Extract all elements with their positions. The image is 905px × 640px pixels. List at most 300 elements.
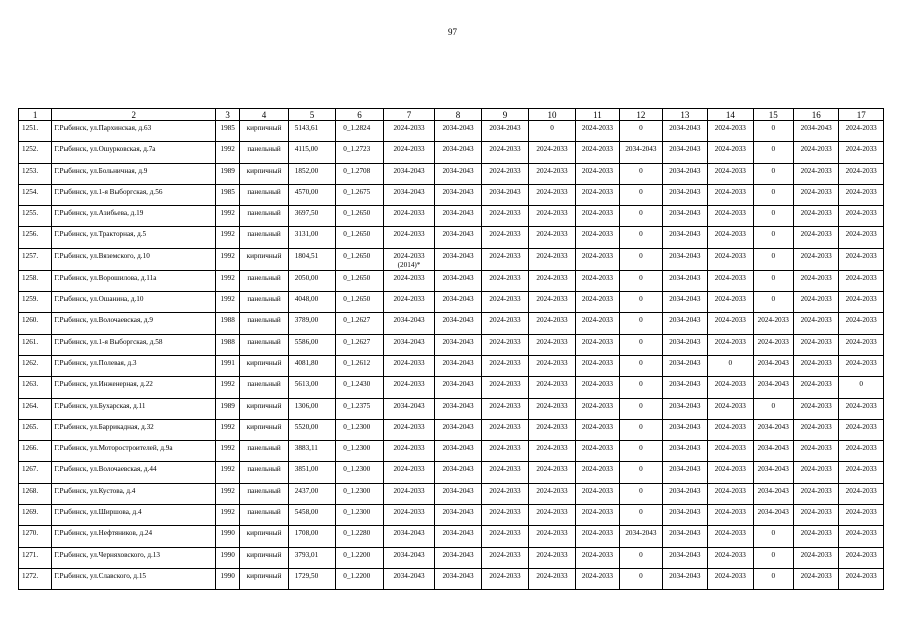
table-cell-col-6: 0_1.2650 [336,206,383,227]
table-cell-col-7: 2034-2043 [383,398,435,419]
table-cell-col-4: кирпичный [240,419,289,440]
table-cell-col-4: панельный [240,227,289,248]
table-cell-col-10: 2024-2033 [529,292,575,313]
table-cell-col-16: 2024-2033 [793,184,838,205]
table-cell-col-12: 0 [620,248,662,270]
table-cell-col-3: 1989 [216,398,240,419]
table-cell-col-7: 2024-2033 [383,505,435,526]
table-row [19,377,884,398]
table-cell-col-5: 4570,00 [288,184,335,205]
table-cell-col-4: панельный [240,142,289,163]
table-cell-col-7: 2034-2043 [383,547,435,568]
table-cell-col-10: 2024-2033 [529,142,575,163]
table-cell-col-4: панельный [240,270,289,291]
table-cell-col-8: 2034-2043 [435,184,481,205]
table-cell-col-1: 1264. [19,398,52,419]
table-cell-col-7: 2024-2033 [383,377,435,398]
table-cell-col-9: 2034-2043 [481,184,528,205]
table-row [19,505,884,526]
table-cell-col-17: 2024-2033 [839,334,884,355]
table-cell-col-11: 2024-2033 [575,163,619,184]
table-cell-col-2: Г.Рыбинск, ул.1-я Выборгская, д.56 [52,184,216,205]
table-cell-col-13: 2034-2043 [662,419,707,440]
table-cell-col-9: 2024-2033 [481,163,528,184]
table-cell-col-1: 1257. [19,248,52,270]
table-cell-col-13: 2034-2043 [662,377,707,398]
table-cell-col-15: 0 [753,398,793,419]
table-cell-col-6: 0_1.2650 [336,227,383,248]
table-cell-col-8: 2034-2043 [435,292,481,313]
table-cell-col-11: 2024-2033 [575,526,619,547]
table-cell-col-6: 0_1.2650 [336,248,383,270]
table-cell-col-12: 0 [620,568,662,589]
table-cell-col-7: 2024-2033 [383,227,435,248]
table-row [19,334,884,355]
table-cell-col-3: 1992 [216,505,240,526]
table-cell-col-10: 2024-2033 [529,355,575,376]
table-cell-col-15: 0 [753,163,793,184]
table-cell-col-17: 2024-2033 [839,206,884,227]
table-cell-col-6: 0_1.2824 [336,121,383,142]
table-cell-col-7: 2024-2033 [383,121,435,142]
table-cell-col-1: 1252. [19,142,52,163]
table-cell-col-17: 2024-2033 [839,355,884,376]
table-cell-col-1: 1251. [19,121,52,142]
table-cell-col-14: 2024-2033 [708,568,753,589]
table-cell-col-2: Г.Рыбинск, ул.Черняховского, д.13 [52,547,216,568]
table-cell-col-14: 2024-2033 [708,163,753,184]
table-cell-col-9: 2024-2033 [481,206,528,227]
table-cell-col-16: 2024-2033 [793,313,838,334]
table-cell-col-8: 2034-2043 [435,270,481,291]
table-cell-col-15: 0 [753,206,793,227]
table-cell-col-9: 2024-2033 [481,483,528,504]
table-cell-col-1: 1272. [19,568,52,589]
table-cell-col-6: 0_1.2300 [336,462,383,483]
table-cell-col-13: 2034-2043 [662,142,707,163]
table-cell-col-11: 2024-2033 [575,206,619,227]
table-cell-col-11: 2024-2033 [575,248,619,270]
table-cell-col-3: 1992 [216,206,240,227]
table-cell-col-12: 0 [620,206,662,227]
table-cell-col-14: 2024-2033 [708,505,753,526]
table-cell-col-17: 2024-2033 [839,270,884,291]
table-cell-col-16: 2024-2033 [793,568,838,589]
table-cell-col-13: 2034-2043 [662,483,707,504]
table-cell-col-1: 1263. [19,377,52,398]
table-cell-col-13: 2034-2043 [662,292,707,313]
table-cell-col-5: 3131,00 [288,227,335,248]
table-cell-col-8: 2034-2043 [435,313,481,334]
table-cell-col-2: Г.Рыбинск, ул.Волочаевская, д.9 [52,313,216,334]
table-cell-col-13: 2034-2043 [662,206,707,227]
table-cell-col-17: 2024-2033 [839,547,884,568]
table-row [19,398,884,419]
table-cell-col-11: 2024-2033 [575,334,619,355]
table-cell-col-8: 2034-2043 [435,121,481,142]
table-cell-col-7: 2024-2033 [383,292,435,313]
table-cell-col-5: 5586,00 [288,334,335,355]
table-cell-col-4: кирпичный [240,526,289,547]
column-header-4: 4 [240,109,289,121]
table-cell-col-9: 2024-2033 [481,292,528,313]
table-cell-col-5: 3851,00 [288,462,335,483]
table-cell-col-7: 2024-2033 [383,206,435,227]
table-cell-col-16: 2024-2033 [793,292,838,313]
table-cell-col-17: 2024-2033 [839,483,884,504]
table-cell-col-13: 2034-2043 [662,355,707,376]
table-cell-col-6: 0_1.2280 [336,526,383,547]
table-cell-col-14: 2024-2033 [708,419,753,440]
table-cell-col-1: 1259. [19,292,52,313]
table-cell-col-16: 2024-2033 [793,441,838,462]
table-cell-col-5: 4081,80 [288,355,335,376]
table-cell-col-2: Г.Рыбинск, ул.1-я Выборгская, д.58 [52,334,216,355]
table-cell-col-15: 2034-2043 [753,505,793,526]
table-cell-col-3: 1985 [216,184,240,205]
table-cell-col-7: 2024-2033 [383,270,435,291]
table-cell-col-16: 2024-2033 [793,355,838,376]
table-cell-col-8: 2034-2043 [435,419,481,440]
table-cell-col-15: 2034-2043 [753,419,793,440]
table-cell-col-12: 0 [620,547,662,568]
table-cell-col-5: 1729,50 [288,568,335,589]
table-cell-col-10: 2024-2033 [529,313,575,334]
table-cell-col-1: 1260. [19,313,52,334]
table-cell-col-4: панельный [240,462,289,483]
table-cell-col-5: 3883,11 [288,441,335,462]
table-row [19,163,884,184]
table-cell-col-17: 2024-2033 [839,142,884,163]
table-cell-col-13: 2034-2043 [662,163,707,184]
table-cell-col-10: 2024-2033 [529,398,575,419]
table-cell-col-8: 2034-2043 [435,227,481,248]
table-cell-col-9: 2024-2033 [481,142,528,163]
table-cell-col-16: 2024-2033 [793,142,838,163]
table-cell-col-9: 2034-2043 [481,121,528,142]
table-cell-col-7: 2024-2033 [383,419,435,440]
table-cell-col-14: 2024-2033 [708,398,753,419]
table-row [19,248,884,270]
table-cell-col-6: 0_1.2430 [336,377,383,398]
column-header-9: 9 [481,109,528,121]
table-cell-col-12: 0 [620,505,662,526]
column-header-6: 6 [336,109,383,121]
table-cell-col-4: панельный [240,505,289,526]
table-cell-col-4: панельный [240,334,289,355]
table-cell-col-12: 0 [620,419,662,440]
table-cell-col-12: 2034-2043 [620,142,662,163]
table-cell-col-16: 2024-2033 [793,248,838,270]
table-cell-col-9: 2024-2033 [481,547,528,568]
table-cell-col-9: 2024-2033 [481,377,528,398]
table-cell-col-12: 0 [620,355,662,376]
table-cell-col-3: 1992 [216,227,240,248]
table-cell-col-12: 0 [620,462,662,483]
table-cell-col-2: Г.Рыбинск, ул.Ширшова, д.4 [52,505,216,526]
table-cell-col-14: 2024-2033 [708,377,753,398]
table-cell-col-17: 2024-2033 [839,568,884,589]
table-cell-col-15: 0 [753,248,793,270]
table-cell-col-4: панельный [240,184,289,205]
column-header-5: 5 [288,109,335,121]
table-cell-col-13: 2034-2043 [662,568,707,589]
table-cell-col-1: 1262. [19,355,52,376]
table-cell-col-1: 1269. [19,505,52,526]
table-cell-col-10: 0 [529,121,575,142]
table-cell-col-13: 2034-2043 [662,547,707,568]
table-cell-col-14: 2024-2033 [708,483,753,504]
table-cell-col-8: 2034-2043 [435,568,481,589]
table-cell-col-9: 2024-2033 [481,568,528,589]
table-cell-col-10: 2024-2033 [529,483,575,504]
table-cell-col-7: 2034-2043 [383,313,435,334]
table-cell-col-1: 1255. [19,206,52,227]
table-cell-col-9: 2024-2033 [481,313,528,334]
table-cell-col-6: 0_1.2300 [336,505,383,526]
header-row [19,109,884,121]
table-cell-col-14: 2024-2033 [708,334,753,355]
table-cell-col-4: панельный [240,292,289,313]
table-cell-col-15: 0 [753,121,793,142]
table-cell-col-15: 2024-2033 [753,334,793,355]
table-cell-col-13: 2034-2043 [662,227,707,248]
table-cell-col-16: 2024-2033 [793,227,838,248]
table-cell-col-1: 1253. [19,163,52,184]
table-cell-col-2: Г.Рыбинск, ул.Бухарская, д.11 [52,398,216,419]
table-cell-col-14: 2024-2033 [708,462,753,483]
table-cell-col-4: кирпичный [240,121,289,142]
table-cell-col-16: 2024-2033 [793,398,838,419]
table-row [19,206,884,227]
table-cell-col-15: 2034-2043 [753,355,793,376]
table-cell-col-2: Г.Рыбинск, ул.Кустова, д.4 [52,483,216,504]
table-cell-col-8: 2034-2043 [435,398,481,419]
table-cell-col-10: 2024-2033 [529,184,575,205]
table-cell-col-1: 1268. [19,483,52,504]
table-cell-col-9: 2024-2033 [481,227,528,248]
table-cell-col-9: 2024-2033 [481,334,528,355]
table-cell-col-1: 1254. [19,184,52,205]
table-cell-col-3: 1989 [216,163,240,184]
table-cell-col-14: 2024-2033 [708,270,753,291]
table-cell-col-10: 2024-2033 [529,568,575,589]
table-cell-col-5: 1306,00 [288,398,335,419]
table-row [19,292,884,313]
table-cell-col-10: 2024-2033 [529,547,575,568]
table-cell-col-15: 0 [753,227,793,248]
table-cell-col-3: 1992 [216,270,240,291]
table-cell-col-12: 0 [620,441,662,462]
page-number: 97 [448,27,457,37]
table-cell-col-4: кирпичный [240,398,289,419]
table-row [19,227,884,248]
table-cell-col-2: Г.Рыбинск, ул.Славского, д.15 [52,568,216,589]
table-cell-col-17: 2024-2033 [839,462,884,483]
table-cell-col-13: 2034-2043 [662,462,707,483]
column-header-1: 1 [19,109,52,121]
table-cell-col-3: 1992 [216,441,240,462]
table-cell-col-5: 4048,00 [288,292,335,313]
table-cell-col-4: кирпичный [240,547,289,568]
table-cell-col-2: Г.Рыбинск, ул.Азибьева, д.19 [52,206,216,227]
table-cell-col-16: 2024-2033 [793,462,838,483]
table-cell-col-6: 0_1.2300 [336,419,383,440]
table-cell-col-6: 0_1.2708 [336,163,383,184]
table-cell-col-8: 2034-2043 [435,526,481,547]
table-cell-col-2: Г.Рыбинск, ул.Вяземского, д.10 [52,248,216,270]
table-cell-col-9: 2024-2033 [481,248,528,270]
table-cell-col-17: 2024-2033 [839,292,884,313]
table-cell-col-17: 2024-2033 [839,184,884,205]
table-cell-col-4: панельный [240,206,289,227]
table-cell-col-10: 2024-2033 [529,526,575,547]
table-cell-col-3: 1990 [216,568,240,589]
table-cell-col-14: 2024-2033 [708,547,753,568]
table-cell-col-8: 2034-2043 [435,441,481,462]
table-cell-col-10: 2024-2033 [529,441,575,462]
table-cell-col-17: 2024-2033 [839,121,884,142]
table-cell-col-5: 1852,00 [288,163,335,184]
table-cell-col-8: 2034-2043 [435,334,481,355]
table-cell-col-10: 2024-2033 [529,270,575,291]
table-cell-col-1: 1265. [19,419,52,440]
table-cell-col-11: 2024-2033 [575,292,619,313]
table-cell-col-3: 1985 [216,121,240,142]
table-cell-col-8: 2034-2043 [435,377,481,398]
table-cell-col-16: 2024-2033 [793,526,838,547]
table-cell-col-5: 5143,61 [288,121,335,142]
table-cell-col-11: 2024-2033 [575,121,619,142]
table-cell-col-6: 0_1.2627 [336,313,383,334]
table-cell-col-15: 0 [753,292,793,313]
table-row [19,142,884,163]
table-cell-col-17: 2024-2033 [839,163,884,184]
table-cell-col-2: Г.Рыбинск, ул.Больничная, д.9 [52,163,216,184]
table-cell-col-15: 2034-2043 [753,483,793,504]
table-cell-col-15: 2034-2043 [753,441,793,462]
table-cell-col-7: 2034-2043 [383,184,435,205]
column-header-14: 14 [708,109,753,121]
table-cell-col-13: 2034-2043 [662,121,707,142]
table-cell-col-16: 2024-2033 [793,270,838,291]
table-cell-col-10: 2024-2033 [529,206,575,227]
table-cell-col-15: 0 [753,547,793,568]
table-cell-col-11: 2024-2033 [575,227,619,248]
table-cell-col-6: 0_1.2627 [336,334,383,355]
table-cell-col-5: 1804,51 [288,248,335,270]
table-cell-col-7: 2024-2033 [383,142,435,163]
column-header-15: 15 [753,109,793,121]
table-cell-col-1: 1270. [19,526,52,547]
table-cell-col-15: 2034-2043 [753,462,793,483]
table-cell-col-6: 0_1.2723 [336,142,383,163]
table-cell-col-17: 0 [839,377,884,398]
table-cell-col-3: 1992 [216,377,240,398]
table-cell-col-14: 2024-2033 [708,121,753,142]
table-cell-col-10: 2024-2033 [529,419,575,440]
table-cell-col-3: 1988 [216,313,240,334]
table-cell-col-13: 2034-2043 [662,505,707,526]
table-cell-col-5: 5613,00 [288,377,335,398]
table-cell-col-6: 0_1.2200 [336,547,383,568]
table-cell-col-6: 0_1.2675 [336,184,383,205]
table-cell-col-14: 2024-2033 [708,526,753,547]
table-cell-col-3: 1990 [216,547,240,568]
table-cell-col-12: 0 [620,292,662,313]
table-cell-col-10: 2024-2033 [529,505,575,526]
table-cell-col-2: Г.Рыбинск, ул.Ворошилова, д.11а [52,270,216,291]
table-cell-col-14: 2024-2033 [708,248,753,270]
table-cell-col-12: 0 [620,270,662,291]
table-cell-col-16: 2024-2033 [793,547,838,568]
table-cell-col-7: 2034-2043 [383,334,435,355]
table-cell-col-14: 2024-2033 [708,227,753,248]
table-cell-col-6: 0_1.2375 [336,398,383,419]
table-cell-col-11: 2024-2033 [575,355,619,376]
table-cell-col-11: 2024-2033 [575,505,619,526]
table-cell-col-15: 2024-2033 [753,313,793,334]
table-cell-col-11: 2024-2033 [575,398,619,419]
table-cell-col-7: 2034-2043 [383,526,435,547]
table-cell-col-10: 2024-2033 [529,227,575,248]
table-cell-col-11: 2024-2033 [575,377,619,398]
table-row [19,568,884,589]
table-cell-col-4: кирпичный [240,248,289,270]
table-cell-col-2: Г.Рыбинск, ул.Полевая, д.3 [52,355,216,376]
table-cell-col-3: 1992 [216,248,240,270]
table-cell-col-7: 2024-2033 [383,462,435,483]
table-cell-col-6: 0_1.2650 [336,292,383,313]
table-row [19,419,884,440]
table-row [19,355,884,376]
table-cell-col-12: 0 [620,313,662,334]
table-cell-col-16: 2024-2033 [793,483,838,504]
table-cell-col-16: 2024-2033 [793,163,838,184]
table-cell-col-8: 2034-2043 [435,505,481,526]
housing-registry-table [18,108,884,590]
table-cell-col-7: 2024-2033 (2014)* [383,248,435,270]
table-body [19,121,884,590]
column-header-13: 13 [662,109,707,121]
table-cell-col-6: 0_1.2200 [336,568,383,589]
table-cell-col-15: 0 [753,568,793,589]
table-cell-col-14: 0 [708,355,753,376]
table-cell-col-5: 3697,50 [288,206,335,227]
table-cell-col-13: 2034-2043 [662,398,707,419]
table-cell-col-3: 1988 [216,334,240,355]
table-row [19,441,884,462]
table-cell-col-17: 2024-2033 [839,398,884,419]
table-cell-col-1: 1258. [19,270,52,291]
table-cell-col-6: 0_1.2300 [336,441,383,462]
table-cell-col-16: 2024-2033 [793,419,838,440]
table-cell-col-17: 2024-2033 [839,419,884,440]
table-cell-col-12: 0 [620,163,662,184]
table-cell-col-15: 0 [753,526,793,547]
table-row [19,270,884,291]
table-cell-col-17: 2024-2033 [839,227,884,248]
table-cell-col-9: 2024-2033 [481,270,528,291]
table-cell-col-10: 2024-2033 [529,462,575,483]
table-cell-col-9: 2024-2033 [481,355,528,376]
table-cell-col-14: 2024-2033 [708,142,753,163]
table-cell-col-12: 0 [620,334,662,355]
column-header-16: 16 [793,109,838,121]
table-cell-col-4: панельный [240,483,289,504]
table-cell-col-3: 1992 [216,142,240,163]
table-cell-col-14: 2024-2033 [708,292,753,313]
